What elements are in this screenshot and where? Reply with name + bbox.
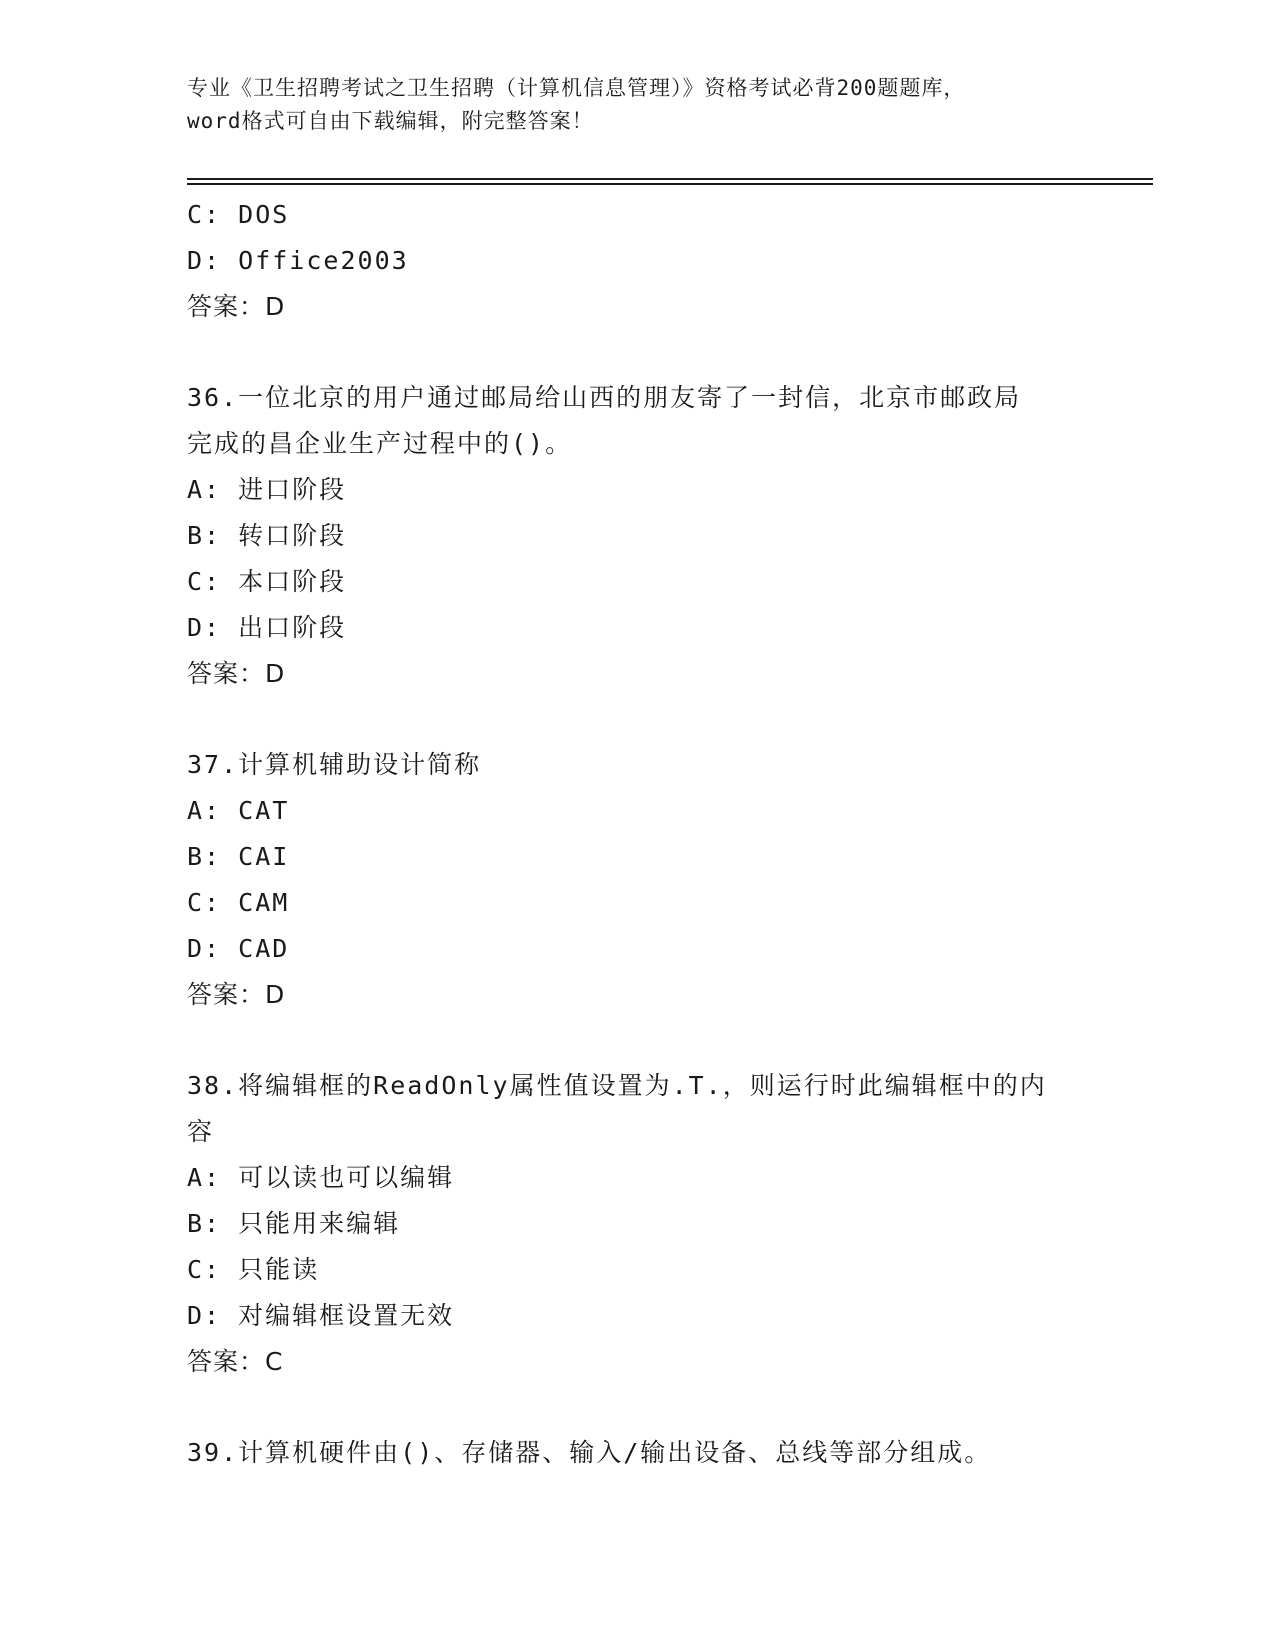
question-stem-continued: 完成的昌企业生产过程中的()。 [187, 429, 573, 458]
spacer [187, 330, 1087, 375]
header-divider-top [187, 178, 1153, 180]
option-a: A: 进口阶段 [187, 475, 347, 504]
question-stem: 39.计算机硬件由()、存储器、输入/输出设备、总线等部分组成。 [187, 1438, 992, 1467]
question-stem: 37.计算机辅助设计简称 [187, 750, 482, 779]
question-list [187, 192, 1087, 1476]
header-divider-bottom [187, 183, 1153, 185]
option-d: D: 出口阶段 [187, 613, 347, 642]
spacer [187, 1385, 1087, 1430]
option-d: D: CAD [187, 934, 290, 963]
option-b: B: 转口阶段 [187, 521, 347, 550]
question-37 [187, 742, 1087, 1018]
question-stem: 38.将编辑框的ReadOnly属性值设置为.T.，则运行时此编辑框中的内 [187, 1071, 1047, 1100]
spacer [187, 697, 1087, 742]
option-a: A: 可以读也可以编辑 [187, 1163, 455, 1192]
question-stem-continued: 容 [187, 1117, 215, 1146]
answer: 答案：C [187, 1347, 284, 1376]
answer: 答案：D [187, 659, 286, 688]
option-a: A: CAT [187, 796, 290, 825]
document-header [187, 72, 1067, 138]
header-title-line-2: word格式可自由下载编辑，附完整答案！ [187, 109, 594, 133]
option-c: C: CAM [187, 888, 290, 917]
option-d: D: Office2003 [187, 246, 409, 275]
question-36 [187, 375, 1087, 697]
option-c: C: DOS [187, 200, 290, 229]
question-stem: 36.一位北京的用户通过邮局给山西的朋友寄了一封信，北京市邮政局 [187, 383, 1022, 412]
answer: 答案：D [187, 980, 286, 1009]
option-b: B: 只能用来编辑 [187, 1209, 401, 1238]
question-35-tail [187, 192, 1087, 330]
option-d: D: 对编辑框设置无效 [187, 1301, 455, 1330]
question-39 [187, 1430, 1087, 1476]
option-c: C: 本口阶段 [187, 567, 347, 596]
header-title-line-1: 专业《卫生招聘考试之卫生招聘（计算机信息管理）》资格考试必背200题题库， [187, 76, 966, 100]
option-c: C: 只能读 [187, 1255, 320, 1284]
spacer [187, 1018, 1087, 1063]
option-b: B: CAI [187, 842, 290, 871]
answer: 答案：D [187, 292, 286, 321]
question-38 [187, 1063, 1087, 1385]
